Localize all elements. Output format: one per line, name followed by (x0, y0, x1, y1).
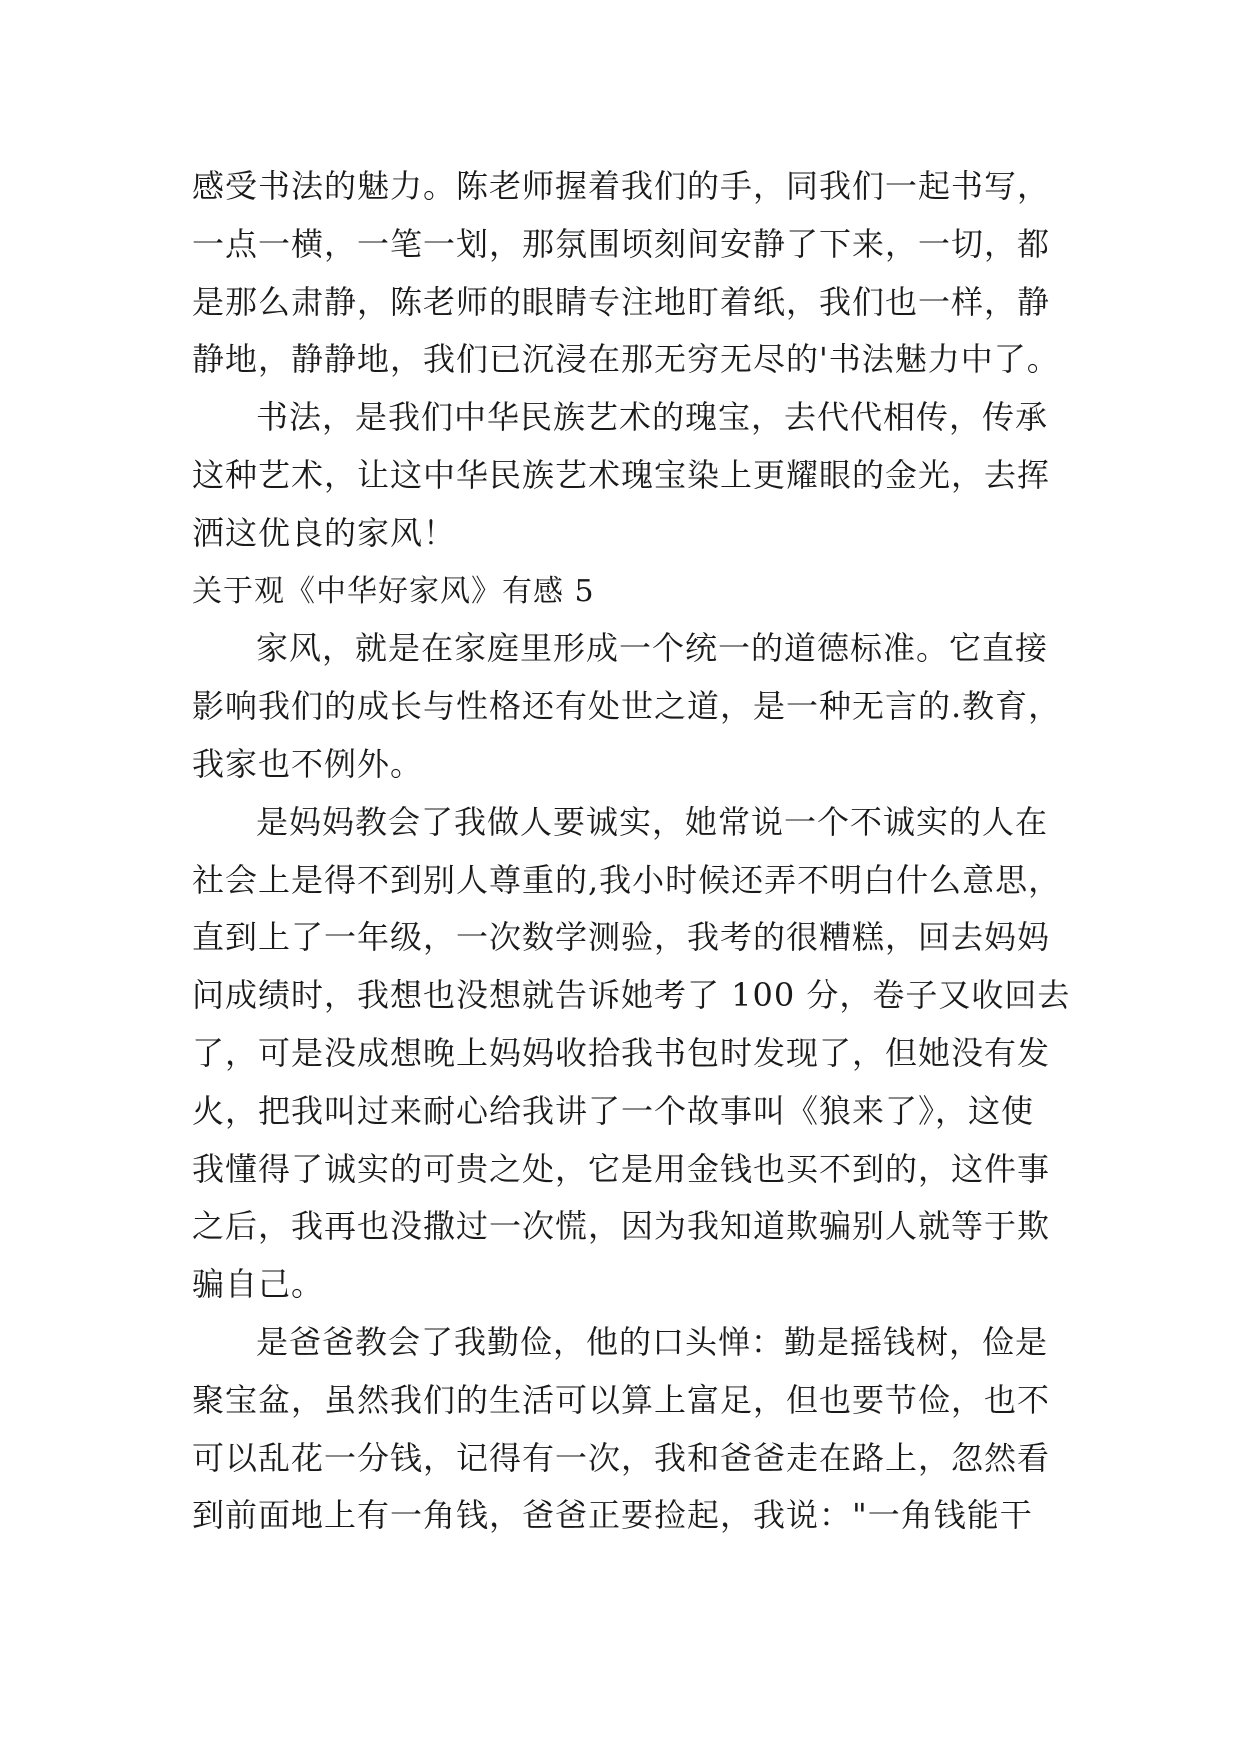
text-line: 是那么肃静，陈老师的眼睛专注地盯着纸，我们也一样，静 (192, 282, 1051, 321)
text-line: 之后，我再也没撒过一次慌，因为我知道欺骗别人就等于欺 (192, 1207, 1051, 1246)
text-line: 一点一横，一笔一划，那氛围顷刻间安静了下来，一切，都 (192, 224, 1051, 263)
text-line: 感受书法的魅力。陈老师握着我们的手，同我们一起书写， (192, 167, 1051, 205)
section-title: 关于观《中华好家风》有感 5 (192, 573, 595, 609)
text-line: 我懂得了诚实的可贵之处，它是用金钱也买不到的，这件事 (192, 1149, 1051, 1188)
text-line: 火，把我叫过来耐心给我讲了一个故事叫《狼来了》，这使 (192, 1091, 1035, 1130)
paragraph-family-tradition (192, 620, 1062, 793)
paragraph-thrift (192, 1314, 1052, 1545)
paragraph-calligraphy-end (192, 158, 1060, 389)
paragraph-honesty (192, 794, 1071, 1314)
text-line: 这种艺术，让这中华民族艺术瑰宝染上更耀眼的金光，去挥 (192, 455, 1051, 494)
text-line: 问成绩时，我想也没想就告诉她考了 100 分，卷子又收回去 (192, 976, 1071, 1015)
text-line: 我家也不例外。 (192, 744, 424, 783)
paragraph-calligraphy-treasure (192, 389, 1052, 562)
text-line: 家风，就是在家庭里形成一个统一的道德标准。它直接 (256, 629, 1049, 668)
text-line: 影响我们的成长与性格还有处世之道，是一种无言的.教育， (192, 687, 1062, 726)
text-line: 聚宝盆，虽然我们的生活可以算上富足，但也要节俭，也不 (192, 1380, 1051, 1419)
text-line: 是爸爸教会了我勤俭，他的口头惮：勤是摇钱树，俭是 (256, 1322, 1049, 1361)
text-line: 静地，静静地，我们已沉浸在那无穷无尽的'书法魅力中了。 (192, 340, 1060, 379)
text-line: 可以乱花一分钱，记得有一次，我和爸爸走在路上，忽然看 (192, 1438, 1051, 1477)
section-heading (192, 563, 1052, 621)
text-line: 直到上了一年级，一次数学测验，我考的很糟糕，回去妈妈 (192, 918, 1051, 957)
text-line: 到前面地上有一角钱，爸爸正要捡起，我说："一角钱能干 (192, 1496, 1033, 1535)
text-line: 了，可是没成想晚上妈妈收拾我书包时发现了，但她没有发 (192, 1033, 1051, 1072)
text-line: 社会上是得不到别人尊重的,我小时候还弄不明白什么意思， (192, 860, 1062, 899)
text-line: 洒这优良的家风！ (192, 513, 457, 552)
text-line: 骗自己。 (192, 1265, 325, 1304)
document-page (192, 158, 1071, 1545)
text-line: 是妈妈教会了我做人要诚实，她常说一个不诚实的人在 (256, 802, 1049, 841)
text-line: 书法，是我们中华民族艺术的瑰宝，去代代相传，传承 (256, 398, 1049, 437)
